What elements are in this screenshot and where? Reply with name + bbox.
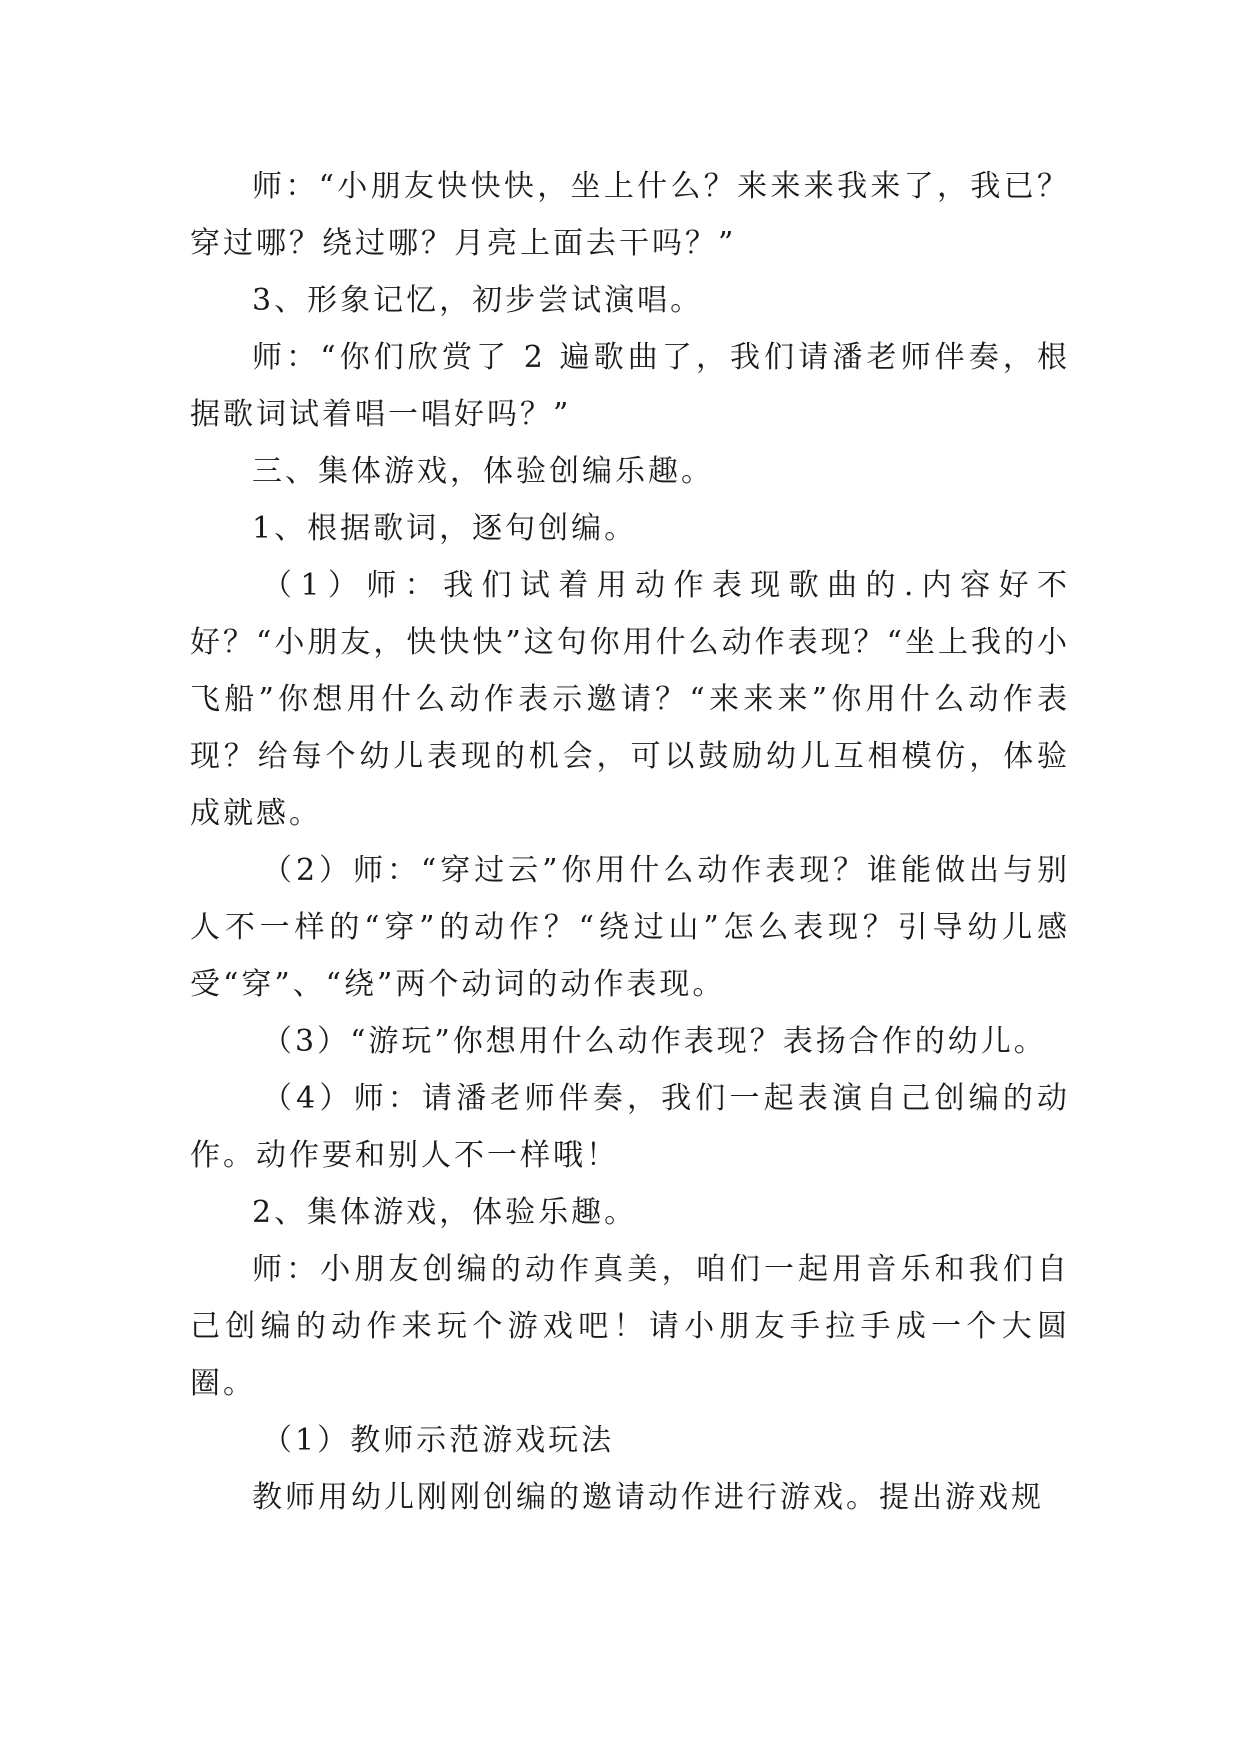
paragraph-step-2: 2、集体游戏，体验乐趣。	[252, 1195, 638, 1230]
paragraph-substep-2: （2）师：“穿过云”你用什么动作表现？谁能做出与别人不一样的“穿”的动作？“绕过山”怎么表现？引导幼儿感受“穿”、“绕”两个动词的动作表现。	[190, 853, 1070, 1002]
paragraph-game-demo-heading: （1）教师示范游戏玩法	[262, 1423, 615, 1458]
document-body	[190, 158, 1070, 1526]
paragraph-teacher-invitation: 师：小朋友创编的动作真美，咱们一起用音乐和我们自己创编的动作来玩个游戏吧！请小朋友手拉手成一个大圆圈。	[190, 1252, 1070, 1401]
paragraph-section-3-heading: 三、集体游戏，体验创编乐趣。	[252, 454, 714, 489]
paragraph-substep-1: （1）师：我们试着用动作表现歌曲的.内容好不好？“小朋友，快快快”这句你用什么动作表现？“坐上我的小飞船”你想用什么动作表示邀请？“来来来”你用什么动作表现？给每个幼儿表现的机会，可以鼓励幼儿互相模仿，体验成就感。	[190, 568, 1071, 831]
paragraph-substep-3: （3）“游玩”你想用什么动作表现？表扬合作的幼儿。	[262, 1024, 1047, 1059]
paragraph-game-rules: 教师用幼儿刚刚创编的邀请动作进行游戏。提出游戏规	[252, 1480, 1044, 1515]
paragraph-substep-4: （4）师：请潘老师伴奏，我们一起表演自己创编的动作。动作要和别人不一样哦！	[190, 1081, 1070, 1173]
paragraph-step-3: 3、形象记忆，初步尝试演唱。	[252, 283, 704, 318]
paragraph-teacher-question-2: 师：“你们欣赏了 2 遍歌曲了，我们请潘老师伴奏，根据歌词试着唱一唱好吗？”	[190, 340, 1070, 432]
paragraph-step-1: 1、根据歌词，逐句创编。	[252, 511, 638, 546]
paragraph-teacher-question-1: 师：“小朋友快快快，坐上什么？来来来我来了，我已？穿过哪？绕过哪？月亮上面去干吗？”	[190, 169, 1070, 261]
